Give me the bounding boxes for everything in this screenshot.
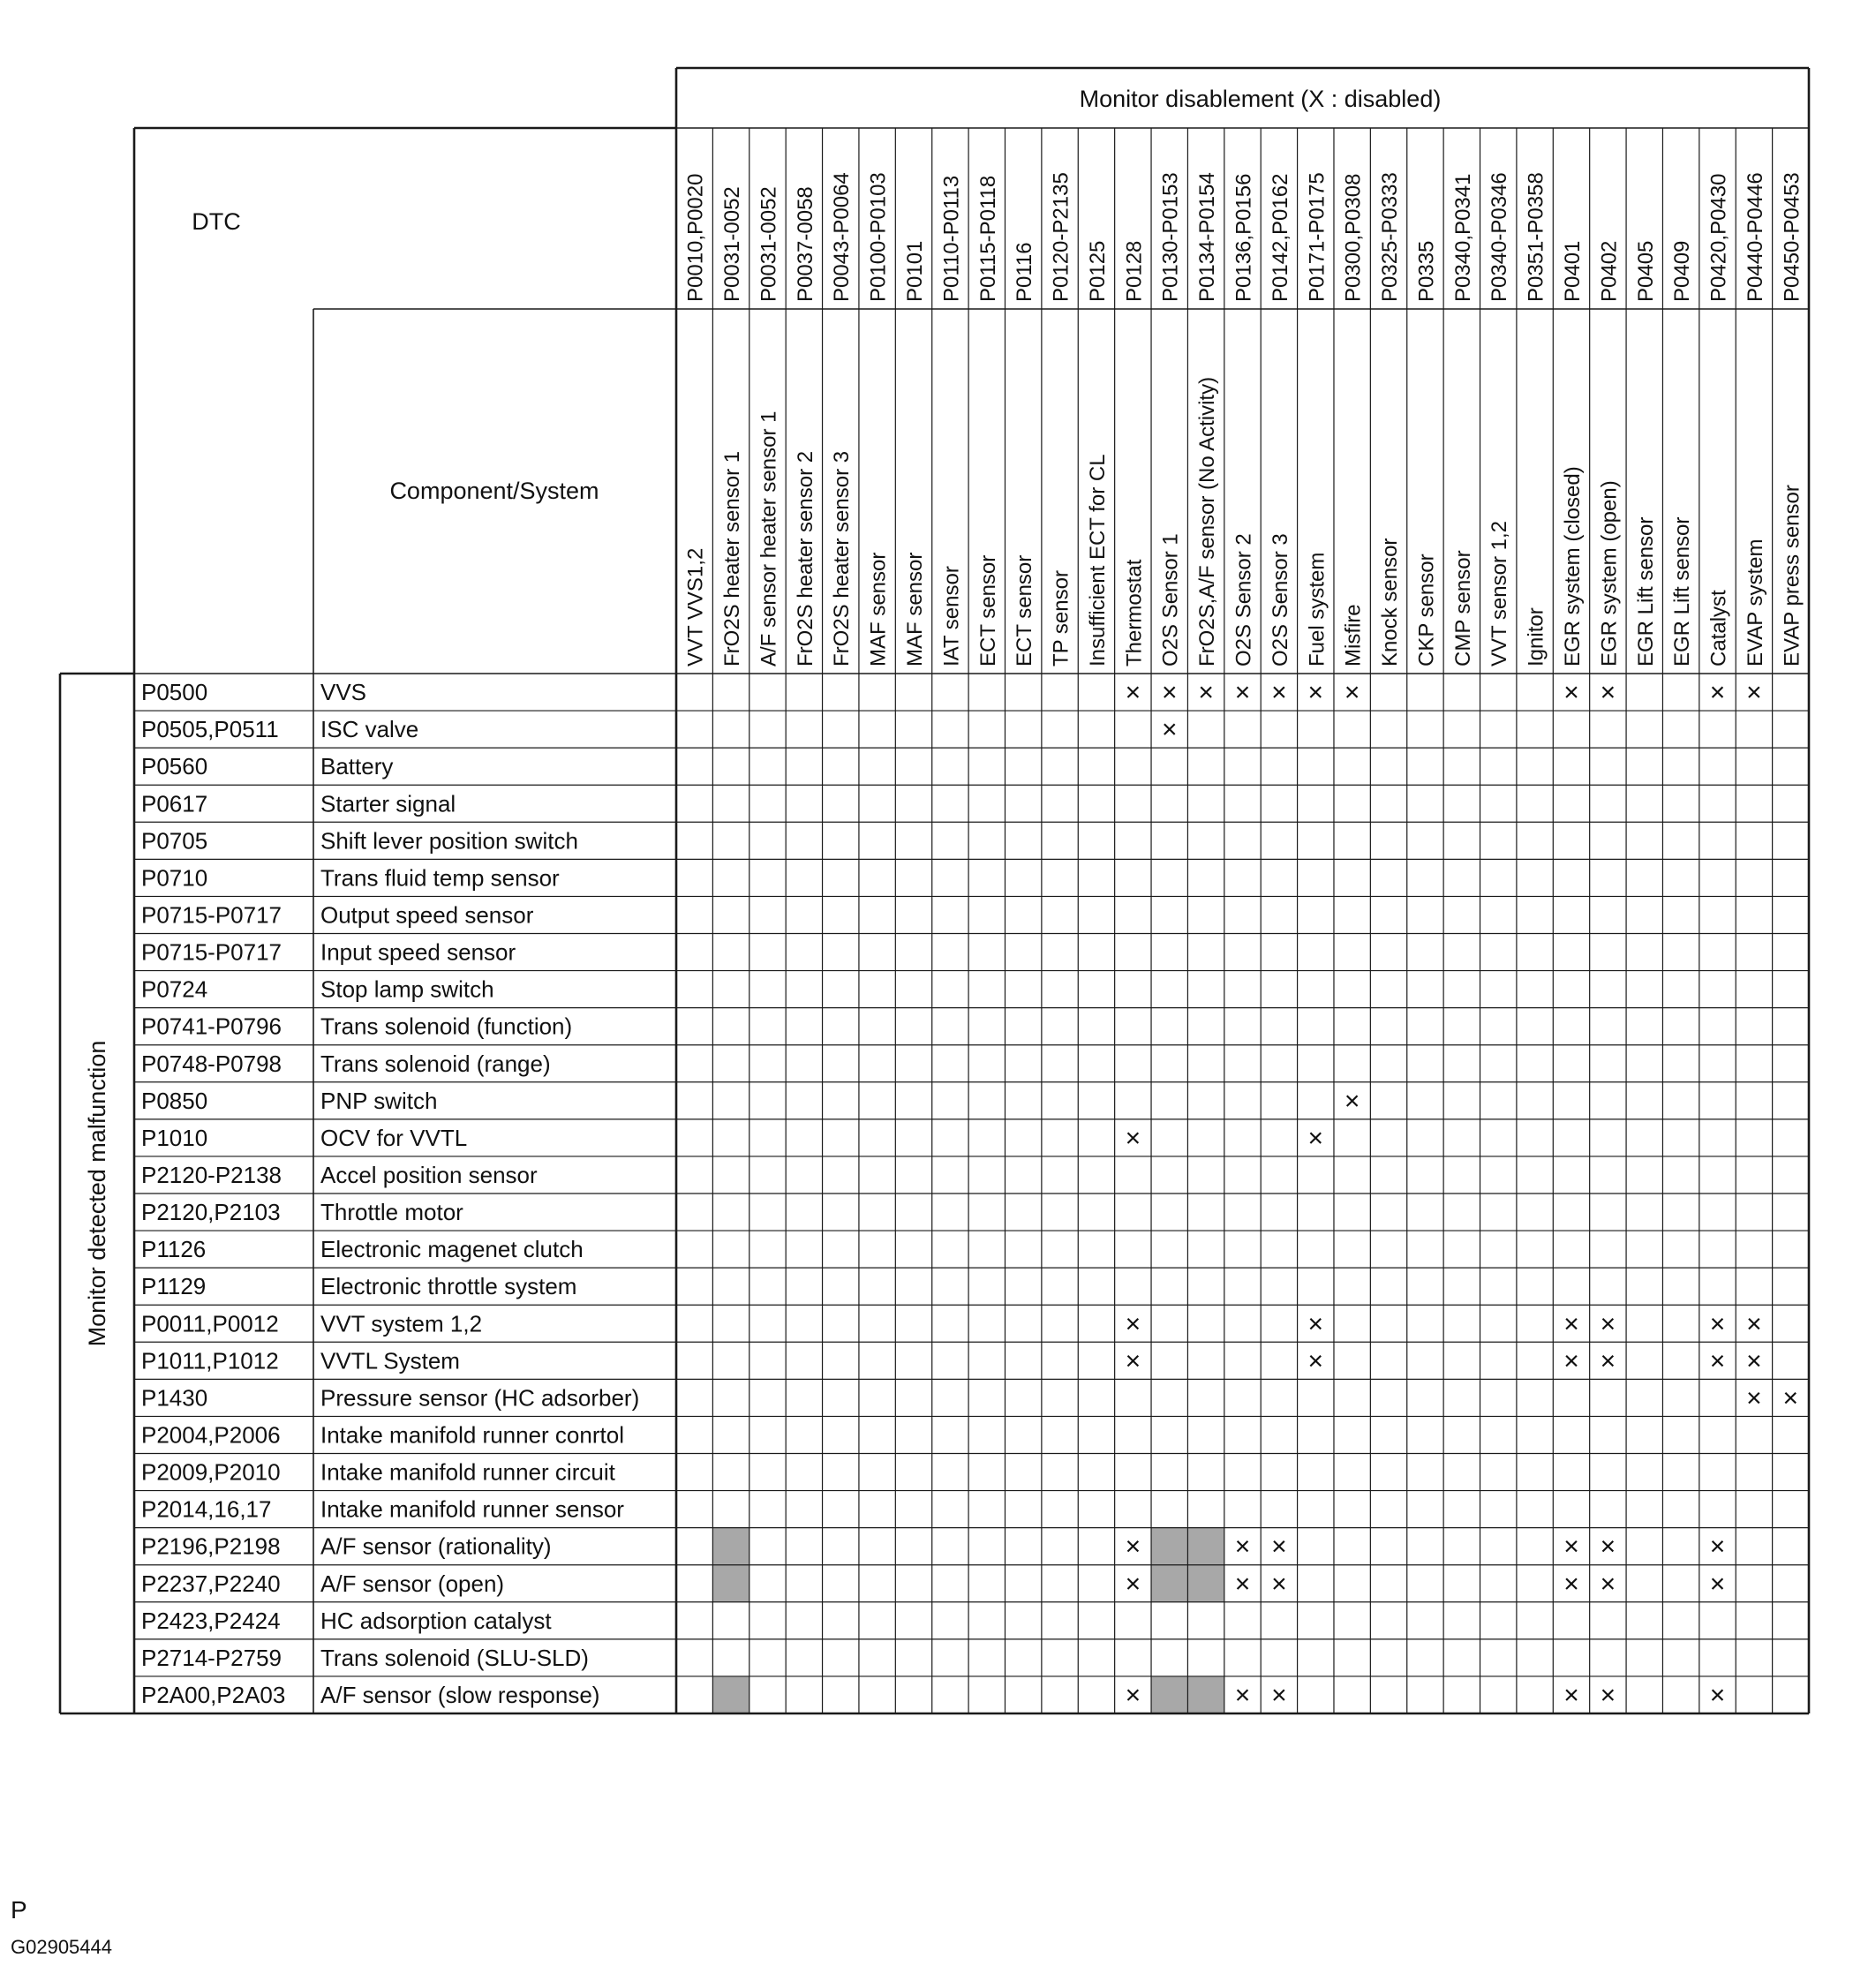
monitor-name-header: VVT VVS1,2 xyxy=(683,547,708,666)
monitor-dtc-header: P0037-0058 xyxy=(793,186,817,302)
row-dtc: P2237,P2240 xyxy=(141,1570,281,1597)
row-dtc: P2714-P2759 xyxy=(141,1644,282,1671)
disable-mark: × xyxy=(1271,1680,1287,1710)
disable-mark: × xyxy=(1600,1680,1616,1710)
row-dtc: P1430 xyxy=(141,1384,208,1412)
monitor-dtc-header: P0440-P0446 xyxy=(1743,172,1767,302)
monitor-name-header: CKP sensor xyxy=(1414,553,1439,666)
disable-mark: × xyxy=(1563,1532,1579,1562)
disable-mark: × xyxy=(1234,1569,1251,1599)
monitor-dtc-header: P0402 xyxy=(1597,240,1622,302)
monitor-dtc-header: P0405 xyxy=(1633,240,1658,302)
monitor-dtc-header: P0031-0052 xyxy=(720,186,745,302)
row-component: Electronic magenet clutch xyxy=(320,1236,584,1263)
row-component: Input speed sensor xyxy=(320,938,516,966)
row-component: Throttle motor xyxy=(320,1199,463,1226)
monitor-name-header: FrO2S,A/F sensor (No Activity) xyxy=(1195,376,1220,666)
row-dtc: P0710 xyxy=(141,864,208,892)
row-component: VVT system 1,2 xyxy=(320,1310,483,1337)
shaded-cell xyxy=(1151,1528,1187,1565)
row-component: Stop lamp switch xyxy=(320,975,494,1003)
row-component: A/F sensor (slow response) xyxy=(320,1681,600,1708)
monitor-name-header: MAF sensor xyxy=(866,552,891,666)
disable-mark: × xyxy=(1563,678,1579,708)
row-component: Accel position sensor xyxy=(320,1161,538,1188)
disable-mark: × xyxy=(1307,1123,1324,1153)
monitor-dtc-header: P0450-P0453 xyxy=(1780,172,1804,302)
row-dtc: P0741-P0796 xyxy=(141,1013,282,1040)
monitor-name-header: O2S Sensor 2 xyxy=(1232,533,1256,666)
row-dtc: P0715-P0717 xyxy=(141,901,282,929)
row-component: Trans solenoid (SLU-SLD) xyxy=(320,1644,589,1671)
row-component: Pressure sensor (HC adsorber) xyxy=(320,1384,640,1412)
row-dtc: P0850 xyxy=(141,1087,208,1114)
row-dtc: P0705 xyxy=(141,827,208,855)
monitor-dtc-header: P0351-P0358 xyxy=(1524,172,1548,302)
disable-mark: × xyxy=(1709,678,1726,708)
row-component: Output speed sensor xyxy=(320,901,534,929)
monitor-name-header: Fuel system xyxy=(1305,552,1329,666)
disable-mark: × xyxy=(1709,1346,1726,1376)
disable-mark: × xyxy=(1307,1309,1324,1339)
row-component: PNP switch xyxy=(320,1087,438,1114)
row-dtc: P2120,P2103 xyxy=(141,1199,281,1226)
monitor-name-header: EGR Lift sensor xyxy=(1633,516,1658,666)
shaded-cell xyxy=(712,1528,749,1565)
monitor-name-header: EGR system (closed) xyxy=(1560,466,1585,666)
row-dtc: P2004,P2006 xyxy=(141,1421,281,1449)
monitor-name-header: FrO2S heater sensor 1 xyxy=(720,450,745,666)
shaded-cell xyxy=(1187,1528,1224,1565)
monitor-name-header: MAF sensor xyxy=(903,552,928,666)
monitor-dtc-header: P0409 xyxy=(1670,240,1695,302)
monitor-name-header: TP sensor xyxy=(1049,570,1073,666)
disable-mark: × xyxy=(1600,1309,1616,1339)
row-component: HC adsorption catalyst xyxy=(320,1607,552,1634)
row-dtc: P0011,P0012 xyxy=(141,1310,279,1337)
row-component: Intake manifold runner circuit xyxy=(320,1458,615,1486)
monitor-dtc-header: P0101 xyxy=(903,240,928,302)
monitor-dtc-header: P0325-P0333 xyxy=(1378,172,1403,302)
monitor-name-header: O2S Sensor 1 xyxy=(1158,533,1183,666)
monitor-dtc-header: P0130-P0153 xyxy=(1158,172,1183,302)
monitor-dtc-header: P0128 xyxy=(1122,240,1147,302)
component-header-label: Component/System xyxy=(389,478,599,504)
disable-mark: × xyxy=(1600,1569,1616,1599)
row-component: Electronic throttle system xyxy=(320,1273,577,1300)
row-group-label: Monitor detected malfunction xyxy=(84,1040,110,1347)
disable-mark: × xyxy=(1600,678,1616,708)
monitor-dtc-header: P0300,P0308 xyxy=(1341,173,1366,302)
disable-mark: × xyxy=(1271,1569,1287,1599)
monitor-dtc-header: P0010,P0020 xyxy=(683,173,708,302)
monitor-name-header: FrO2S heater sensor 3 xyxy=(830,450,855,666)
row-component: Intake manifold runner sensor xyxy=(320,1495,624,1523)
monitor-dtc-header: P0031-0052 xyxy=(757,186,781,302)
row-dtc: P0500 xyxy=(141,679,208,706)
disable-mark: × xyxy=(1344,1086,1360,1116)
monitor-name-header: Catalyst xyxy=(1706,590,1731,666)
monitor-dtc-header: P0136,P0156 xyxy=(1232,173,1256,302)
disable-mark: × xyxy=(1709,1309,1726,1339)
row-component: Trans solenoid (function) xyxy=(320,1013,573,1040)
monitor-name-header: Knock sensor xyxy=(1378,538,1403,666)
monitor-dtc-header: P0043-P0064 xyxy=(830,172,855,302)
row-dtc: P0748-P0798 xyxy=(141,1050,282,1077)
row-dtc: P2A00,P2A03 xyxy=(141,1681,286,1708)
disable-mark: × xyxy=(1125,1346,1141,1376)
disable-mark: × xyxy=(1709,1680,1726,1710)
monitor-dtc-header: P0340,P0341 xyxy=(1450,173,1475,302)
row-component: A/F sensor (rationality) xyxy=(320,1532,552,1560)
row-dtc: P0560 xyxy=(141,753,208,780)
shaded-cell xyxy=(1151,1565,1187,1602)
monitor-name-header: ECT sensor xyxy=(975,554,1000,666)
monitor-dtc-header: P0171-P0175 xyxy=(1305,172,1329,302)
row-dtc: P0617 xyxy=(141,790,208,817)
disable-mark: × xyxy=(1307,678,1324,708)
row-component: VVTL System xyxy=(320,1347,460,1374)
disable-mark: × xyxy=(1746,678,1762,708)
monitor-name-header: ECT sensor xyxy=(1013,554,1037,666)
dtc-header-label: DTC xyxy=(192,208,241,235)
disable-mark: × xyxy=(1709,1532,1726,1562)
monitor-name-header: Insufficient ECT for CL xyxy=(1085,454,1110,666)
row-dtc: P1129 xyxy=(141,1273,207,1300)
disable-mark: × xyxy=(1746,1383,1762,1413)
row-dtc: P2196,P2198 xyxy=(141,1532,281,1560)
row-dtc: P1010 xyxy=(141,1124,208,1151)
row-component: A/F sensor (open) xyxy=(320,1570,505,1597)
disable-mark: × xyxy=(1600,1346,1616,1376)
monitor-dtc-header: P0120-P2135 xyxy=(1049,172,1073,302)
row-component: OCV for VVTL xyxy=(320,1124,468,1151)
monitor-name-header: IAT sensor xyxy=(939,566,964,666)
monitor-name-header: EVAP press sensor xyxy=(1780,485,1804,666)
monitor-dtc-header: P0125 xyxy=(1085,240,1110,302)
disable-mark: × xyxy=(1234,678,1251,708)
disable-mark: × xyxy=(1161,715,1178,745)
disable-mark: × xyxy=(1307,1346,1324,1376)
monitor-name-header: FrO2S heater sensor 2 xyxy=(793,450,817,666)
disable-mark: × xyxy=(1271,1532,1287,1562)
row-component: Intake manifold runner conrtol xyxy=(320,1421,624,1449)
monitor-dtc-header: P0116 xyxy=(1013,242,1037,302)
row-component: Trans fluid temp sensor xyxy=(320,864,560,892)
monitor-dtc-header: P0335 xyxy=(1414,240,1439,302)
disable-mark: × xyxy=(1234,1680,1251,1710)
monitor-name-header: VVT sensor 1,2 xyxy=(1488,521,1512,666)
disable-mark: × xyxy=(1234,1532,1251,1562)
monitor-dtc-header: P0134-P0154 xyxy=(1195,172,1220,302)
disable-mark: × xyxy=(1161,678,1178,708)
monitor-name-header: Misfire xyxy=(1341,604,1366,666)
row-component: Starter signal xyxy=(320,790,456,817)
shaded-cell xyxy=(1187,1676,1224,1713)
row-dtc: P2423,P2424 xyxy=(141,1607,281,1634)
row-dtc: P0724 xyxy=(141,975,208,1003)
table-title: Monitor disablement (X : disabled) xyxy=(1079,86,1442,112)
monitor-name-header: CMP sensor xyxy=(1450,550,1475,666)
row-dtc: P2014,16,17 xyxy=(141,1495,272,1523)
monitor-dtc-header: P0420,P0430 xyxy=(1706,173,1731,302)
disable-mark: × xyxy=(1782,1383,1799,1413)
figure-id: G02905444 xyxy=(11,1936,112,1958)
disable-mark: × xyxy=(1271,678,1287,708)
monitor-name-header: Ignitor xyxy=(1524,607,1548,666)
figure-code: P xyxy=(11,1896,27,1924)
disable-mark: × xyxy=(1125,1680,1141,1710)
disable-mark: × xyxy=(1344,678,1360,708)
disable-mark: × xyxy=(1125,1569,1141,1599)
row-dtc: P0505,P0511 xyxy=(141,716,279,743)
row-dtc: P1126 xyxy=(141,1236,207,1263)
monitor-dtc-header: P0100-P0103 xyxy=(866,172,891,302)
monitor-name-header: EGR Lift sensor xyxy=(1670,516,1695,666)
disable-mark: × xyxy=(1600,1532,1616,1562)
row-component: Trans solenoid (range) xyxy=(320,1050,551,1077)
shaded-cell xyxy=(712,1676,749,1713)
monitor-name-header: A/F sensor heater sensor 1 xyxy=(757,410,781,666)
row-dtc: P2120-P2138 xyxy=(141,1161,282,1188)
monitor-dtc-header: P0401 xyxy=(1560,240,1585,302)
disable-mark: × xyxy=(1746,1346,1762,1376)
shaded-cell xyxy=(1187,1565,1224,1602)
monitor-name-header: O2S Sensor 3 xyxy=(1268,533,1292,666)
monitor-name-header: Thermostat xyxy=(1122,559,1147,666)
shaded-cell xyxy=(1151,1676,1187,1713)
disable-mark: × xyxy=(1125,1309,1141,1339)
row-component: VVS xyxy=(320,679,367,706)
disable-mark: × xyxy=(1563,1569,1579,1599)
disable-mark: × xyxy=(1125,678,1141,708)
monitor-dtc-header: P0110-P0113 xyxy=(939,175,964,302)
disable-mark: × xyxy=(1709,1569,1726,1599)
disable-mark: × xyxy=(1563,1346,1579,1376)
row-component: ISC valve xyxy=(320,716,419,743)
disable-mark: × xyxy=(1563,1309,1579,1339)
monitor-dtc-header: P0340-P0346 xyxy=(1488,172,1512,302)
disable-mark: × xyxy=(1198,678,1214,708)
row-component: Battery xyxy=(320,753,394,780)
monitor-dtc-header: P0115-P0118 xyxy=(975,175,1000,302)
row-component: Shift lever position switch xyxy=(320,827,578,855)
monitor-name-header: EVAP system xyxy=(1743,538,1767,666)
row-dtc: P2009,P2010 xyxy=(141,1458,281,1486)
row-dtc: P1011,P1012 xyxy=(141,1347,279,1374)
disable-mark: × xyxy=(1125,1532,1141,1562)
disable-mark: × xyxy=(1746,1309,1762,1339)
disable-mark: × xyxy=(1125,1123,1141,1153)
row-dtc: P0715-P0717 xyxy=(141,938,282,966)
disable-mark: × xyxy=(1563,1680,1579,1710)
monitor-name-header: EGR system (open) xyxy=(1597,480,1622,666)
monitor-dtc-header: P0142,P0162 xyxy=(1268,173,1292,302)
shaded-cell xyxy=(712,1565,749,1602)
